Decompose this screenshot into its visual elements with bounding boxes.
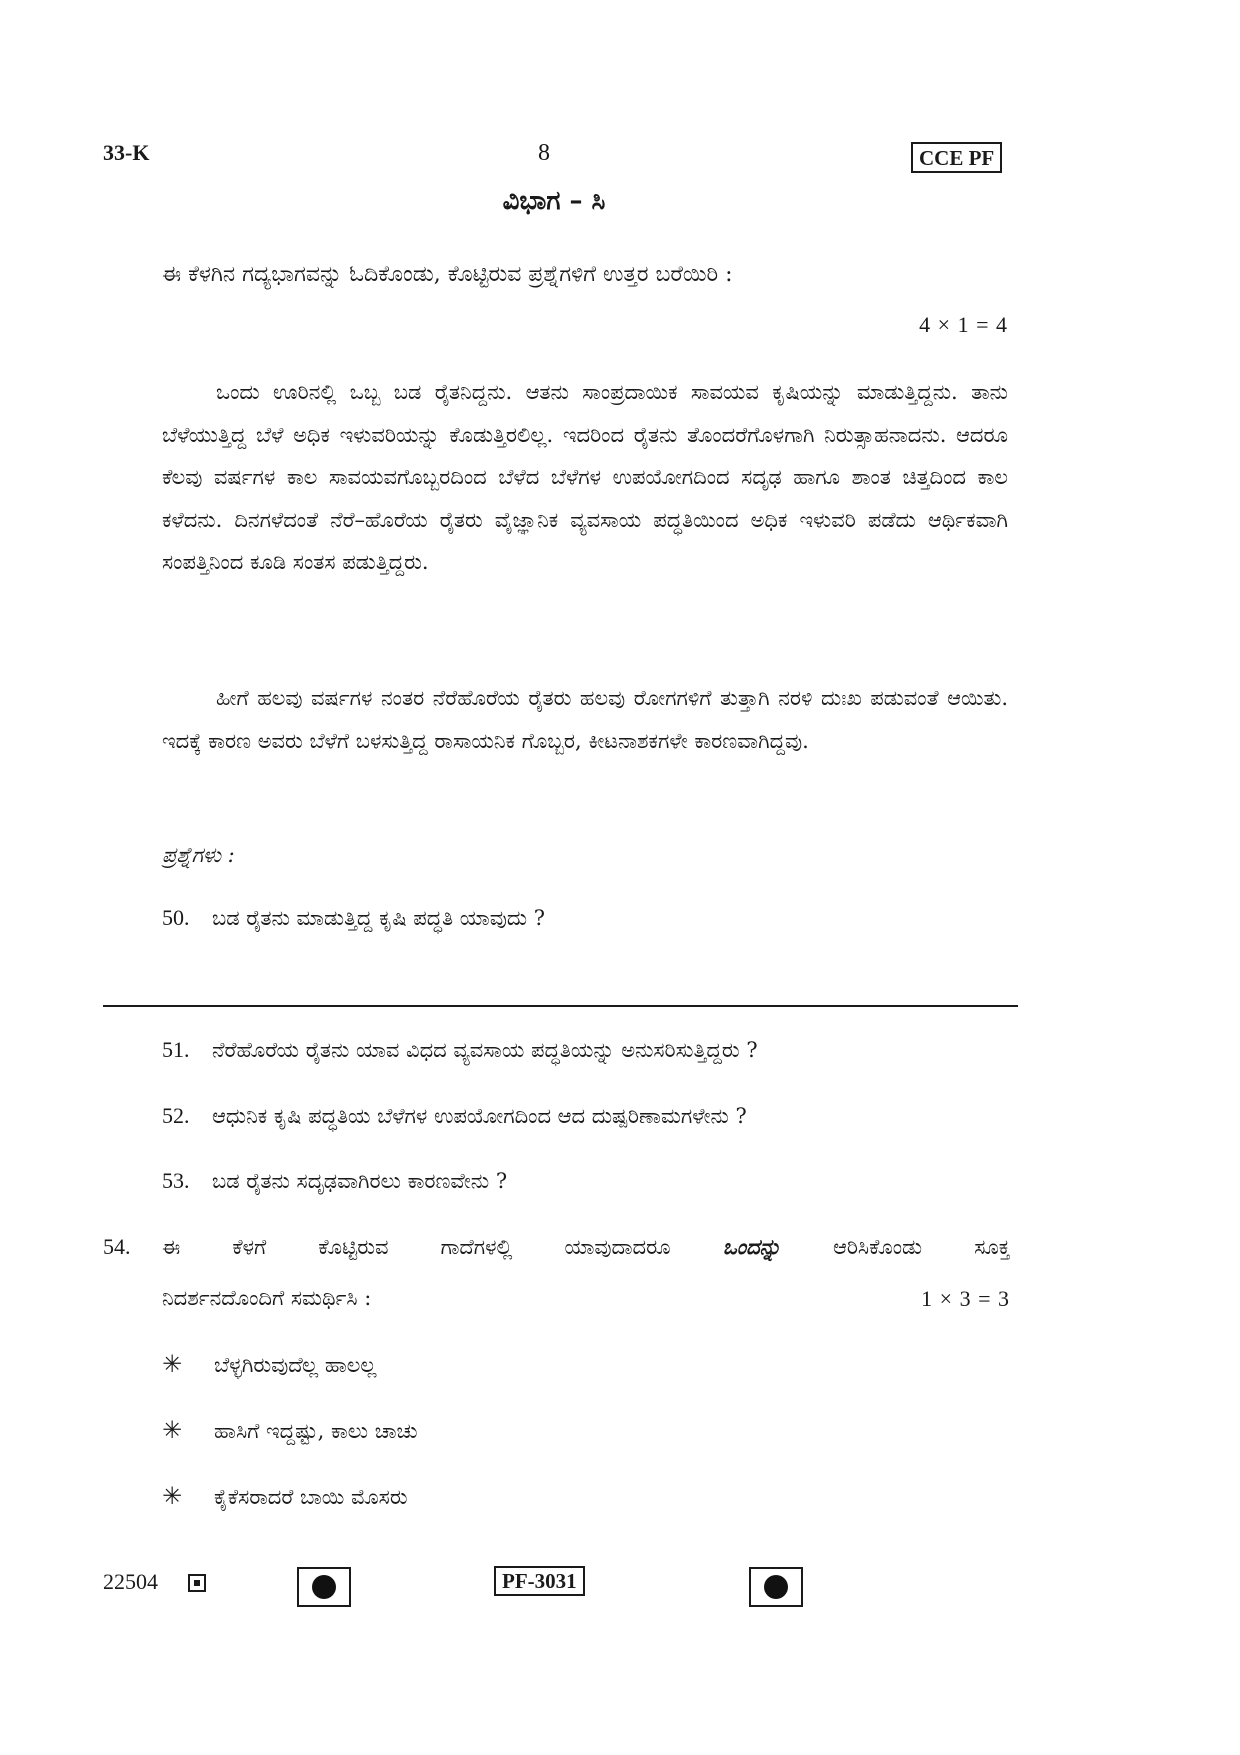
footer-paper-code-box: PF-3031	[494, 1566, 585, 1596]
passage-paragraph-2	[162, 677, 1008, 762]
question-number: 50.	[162, 905, 190, 930]
asterisk-bullet-icon: ✳	[162, 1416, 183, 1444]
instruction-marks: 4 × 1 = 4	[919, 312, 1008, 337]
answer-divider-line	[103, 1005, 1018, 1007]
question-51	[162, 1037, 758, 1063]
question-52	[162, 1103, 747, 1129]
proverb-item	[162, 1350, 377, 1378]
exam-code-box: CCE PF	[911, 142, 1002, 173]
questions-heading: ಪ್ರಶ್ನೆಗಳು :	[162, 843, 235, 867]
page-number: 8	[538, 140, 550, 166]
proverb-item	[162, 1482, 408, 1510]
registration-mark-icon	[297, 1567, 351, 1607]
proverb-text: ಕೈಕೆಸರಾದರೆ ಬಾಯಿ ಮೊಸರು	[214, 1485, 408, 1509]
asterisk-bullet-icon: ✳	[162, 1350, 183, 1378]
question-text: ಆಧುನಿಕ ಕೃಷಿ ಪದ್ಧತಿಯ ಬೆಳೆಗಳ ಉಪಯೋಗದಿಂದ ಆದ ದುಷ್ಪರಿಣಾಮಗಳೇನು ?	[212, 1104, 747, 1128]
registration-mark-icon	[749, 1567, 803, 1607]
passage-instruction: ಈ ಕೆಳಗಿನ ಗದ್ಯಭಾಗವನ್ನು ಓದಿಕೊಂಡು, ಕೊಟ್ಟಿರುವ ಪ್ರಶ್ನೆಗಳಿಗೆ ಉತ್ತರ ಬರೆಯಿರಿ :	[162, 262, 733, 287]
passage-text: ಹೀಗೆ ಹಲವು ವರ್ಷಗಳ ನಂತರ ನೆರೆಹೊರೆಯ ರೈತರು ಹಲವು ರೋಗಗಳಿಗೆ ತುತ್ತಾಗಿ ನರಳಿ ದುಃಖ ಪಡುವಂತೆ ಆಯಿತು. ಇದಕ್ಕೆ ಕಾರಣ ಅವರು ಬೆಳೆಗೆ ಬಳಸುತ್ತಿದ್ದ ರಾಸಾಯನಿಕ ಗೊಬ್ಬರ, ಕೀಟನಾಶಕಗಳೇ ಕಾರಣವಾಗಿದ್ದವು.	[162, 686, 1008, 753]
paper-code-label: 33-K	[103, 140, 150, 165]
question-text: ನೆರೆಹೊರೆಯ ರೈತನು ಯಾವ ವಿಧದ ವ್ಯವಸಾಯ ಪದ್ಧತಿಯನ್ನು ಅನುಸರಿಸುತ್ತಿದ್ದರು ?	[212, 1038, 758, 1062]
q54-text-before: ಈ ಕೆಳಗೆ ಕೊಟ್ಟಿರುವ ಗಾದೆಗಳಲ್ಲಿ ಯಾವುದಾದರೂ	[162, 1235, 671, 1259]
proverb-item	[162, 1416, 418, 1444]
asterisk-bullet-icon: ✳	[162, 1482, 183, 1510]
question-50	[162, 905, 545, 931]
question-54-line-2: ನಿದರ್ಶನದೊಂದಿಗೆ ಸಮರ್ಥಿಸಿ :	[162, 1286, 372, 1310]
proverb-text: ಬೆಳ್ಳಗಿರುವುದೆಲ್ಲ ಹಾಲಲ್ಲ	[214, 1353, 377, 1377]
section-title: ವಿಭಾಗ – ಸಿ	[502, 186, 606, 216]
question-54-line-1	[162, 1234, 1010, 1260]
square-dot-icon	[188, 1574, 206, 1592]
question-53	[162, 1168, 507, 1194]
passage-text: ಒಂದು ಊರಿನಲ್ಲಿ ಒಬ್ಬ ಬಡ ರೈತನಿದ್ದನು. ಆತನು ಸಾಂಪ್ರದಾಯಿಕ ಸಾವಯವ ಕೃಷಿಯನ್ನು ಮಾಡುತ್ತಿದ್ದನು. ತಾನು ಬೆಳೆಯುತ್ತಿದ್ದ ಬೆಳೆ ಅಧಿಕ ಇಳುವರಿಯನ್ನು ಕೊಡುತ್ತಿರಲಿಲ್ಲ. ಇದರಿಂದ ರೈತನು ತೊಂದರೆಗೊಳಗಾಗಿ ನಿರುತ್ಸಾಹನಾದನು. ಆದರೂ ಕೆಲವು ವರ್ಷಗಳ ಕಾಲ ಸಾವಯವಗೊಬ್ಬರದಿಂದ ಬೆಳೆದ ಬೆಳೆಗಳ ಉಪಯೋಗದಿಂದ ಸದೃಢ ಹಾಗೂ ಶಾಂತ ಚಿತ್ತದಿಂದ ಕಾಲ ಕಳೆದನು. ದಿನಗಳೆದಂತೆ ನೆರೆ–ಹೊರೆಯ ರೈತರು ವೈಜ್ಞಾನಿಕ ವ್ಯವಸಾಯ ಪದ್ಧತಿಯಿಂದ ಅಧಿಕ ಇಳುವರಿ ಪಡೆದು ಆರ್ಥಿಕವಾಗಿ ಸಂಪತ್ತಿನಿಂದ ಕೂಡಿ ಸಂತಸ ಪಡುತ್ತಿದ್ದರು.	[162, 380, 1008, 575]
question-54-number: 54.	[103, 1234, 131, 1259]
passage-paragraph-1	[162, 371, 1008, 584]
footer-code: 22504	[103, 1569, 158, 1594]
q54-text-after: ಆರಿಸಿಕೊಂಡು ಸೂಕ್ತ	[832, 1235, 1010, 1259]
question-text: ಬಡ ರೈತನು ಮಾಡುತ್ತಿದ್ದ ಕೃಷಿ ಪದ್ಧತಿ ಯಾವುದು ?	[212, 906, 546, 930]
proverb-text: ಹಾಸಿಗೆ ಇದ್ದಷ್ಟು, ಕಾಲು ಚಾಚು	[214, 1419, 418, 1443]
question-number: 51.	[162, 1037, 190, 1062]
question-54-marks: 1 × 3 = 3	[921, 1286, 1010, 1311]
question-number: 53.	[162, 1168, 190, 1193]
question-text: ಬಡ ರೈತನು ಸದೃಢವಾಗಿರಲು ಕಾರಣವೇನು ?	[212, 1169, 508, 1193]
question-number: 52.	[162, 1103, 190, 1128]
q54-emphasis: ಒಂದನ್ನು	[722, 1234, 781, 1259]
